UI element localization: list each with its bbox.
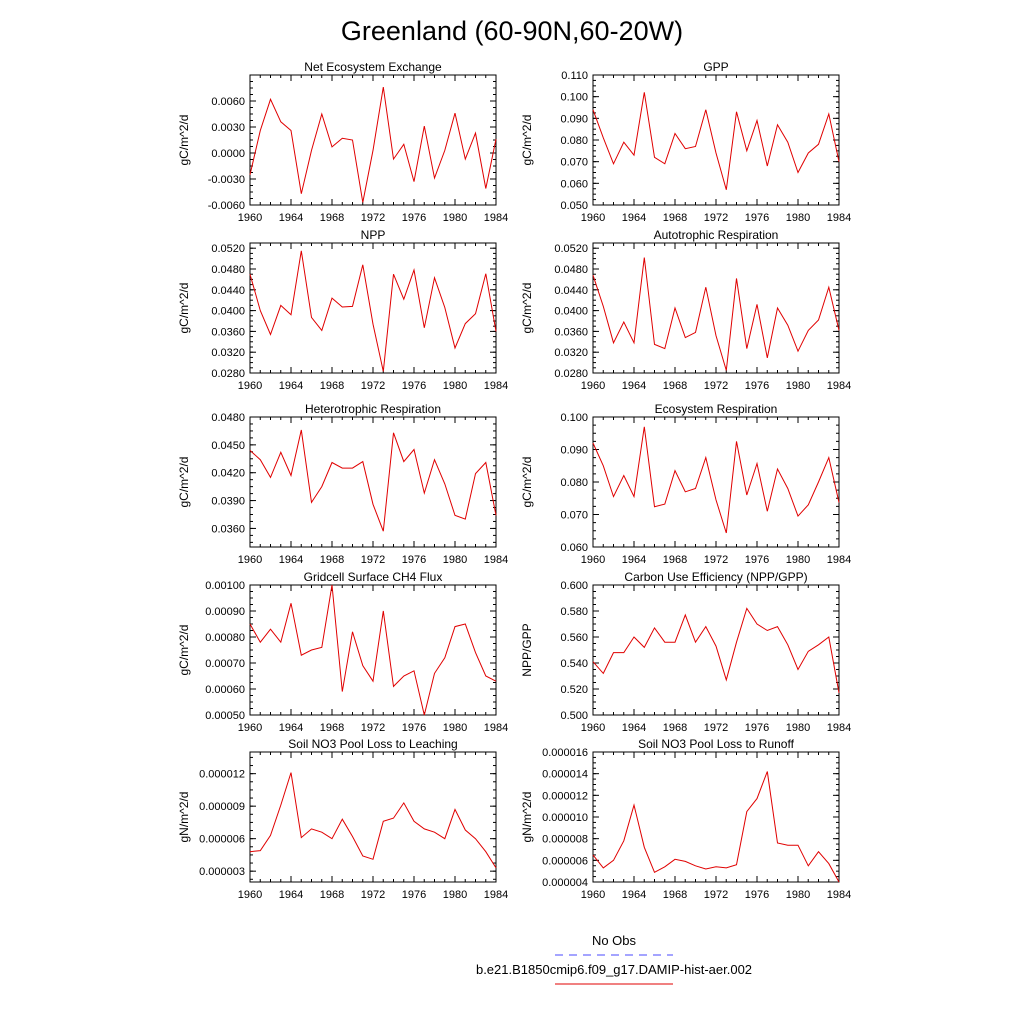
y-tick-label: 0.0400 (211, 305, 245, 318)
y-tick-label: 0.000012 (542, 790, 588, 803)
panels-group (177, 60, 851, 901)
series-line (593, 92, 839, 190)
y-tick-label: 0.0280 (211, 368, 245, 380)
y-tick-label: 0.0480 (554, 264, 588, 276)
x-tick-label: 1964 (621, 889, 647, 901)
x-tick-label: 1972 (360, 889, 386, 901)
y-tick-label: 0.000006 (542, 855, 588, 868)
y-tick-label: 0.0320 (211, 347, 245, 360)
y-tick-label: 0.0440 (554, 284, 588, 297)
y-tick-label: 0.560 (560, 632, 588, 644)
y-tick-label: 0.540 (560, 658, 588, 670)
y-tick-label: 0.000003 (199, 866, 245, 879)
y-tick-label: 0.0360 (211, 326, 245, 339)
y-tick-label: 0.080 (560, 477, 588, 489)
y-tick-label: 0.0030 (211, 122, 245, 134)
panel-title: Carbon Use Efficiency (NPP/GPP) (624, 570, 808, 584)
y-tick-label: 0.0000 (211, 148, 245, 160)
y-tick-label: 0.00100 (205, 580, 245, 592)
y-tick-label: -0.0060 (207, 200, 245, 212)
x-tick-label: 1968 (319, 212, 345, 224)
series-line (593, 772, 839, 883)
x-tick-label: 1976 (401, 889, 427, 901)
x-tick-label: 1960 (237, 554, 263, 566)
x-tick-label: 1972 (703, 722, 729, 734)
panel-carbon-use-efficiency-npp-gpp (520, 570, 851, 734)
y-tick-label: 0.060 (560, 542, 588, 554)
y-tick-label: 0.000012 (199, 768, 245, 781)
plot-frame (250, 243, 496, 373)
x-tick-label: 1976 (401, 554, 427, 566)
series-line (250, 430, 496, 531)
series-line (250, 585, 496, 715)
y-axis-label: gC/m^2/d (520, 282, 534, 334)
series-line (250, 251, 496, 372)
x-tick-label: 1964 (278, 554, 304, 566)
panel-title: Soil NO3 Pool Loss to Leaching (288, 737, 458, 751)
x-tick-label: 1964 (278, 212, 304, 224)
x-tick-label: 1972 (360, 380, 386, 392)
y-tick-label: 0.00070 (205, 658, 245, 670)
y-axis-label: gC/m^2/d (177, 624, 191, 676)
x-tick-label: 1964 (621, 722, 647, 734)
y-tick-label: 0.100 (560, 412, 588, 424)
y-tick-label: 0.0060 (211, 96, 245, 108)
y-tick-label: 0.0420 (211, 467, 245, 480)
y-tick-label: 0.520 (560, 684, 588, 696)
x-tick-label: 1968 (662, 889, 688, 901)
y-tick-label: 0.0450 (211, 439, 245, 452)
x-tick-label: 1980 (442, 722, 468, 734)
panel-title: Soil NO3 Pool Loss to Runoff (638, 737, 794, 751)
panel-title: NPP (360, 228, 386, 242)
panel-title: Net Ecosystem Exchange (304, 60, 442, 74)
x-tick-label: 1976 (401, 212, 427, 224)
x-tick-label: 1960 (580, 380, 606, 392)
plot-frame (250, 417, 496, 547)
y-tick-label: 0.0360 (554, 326, 588, 339)
x-tick-label: 1960 (237, 212, 263, 224)
x-tick-label: 1980 (442, 380, 468, 392)
y-tick-label: 0.000006 (199, 833, 245, 846)
x-tick-label: 1976 (744, 889, 770, 901)
series-line (250, 773, 496, 868)
y-axis-label: NPP/GPP (520, 623, 534, 677)
y-axis-label: gN/m^2/d (520, 791, 534, 843)
y-tick-label: 0.000014 (542, 768, 588, 781)
plot-frame (250, 75, 496, 205)
x-tick-label: 1968 (662, 554, 688, 566)
x-tick-label: 1976 (401, 722, 427, 734)
panel-gridcell-surface-ch4-flux (177, 570, 508, 734)
legend (476, 933, 752, 984)
x-tick-label: 1976 (744, 722, 770, 734)
x-tick-label: 1980 (442, 554, 468, 566)
x-tick-label: 1960 (237, 722, 263, 734)
series-line (593, 258, 839, 371)
legend-label-model-run: b.e21.B1850cmip6.f09_g17.DAMIP-hist-aer.002 (475, 962, 753, 977)
panel-gpp (520, 60, 851, 224)
x-tick-label: 1972 (703, 554, 729, 566)
y-axis-label: gC/m^2/d (177, 114, 191, 166)
x-tick-label: 1968 (319, 554, 345, 566)
x-tick-label: 1964 (621, 380, 647, 392)
y-tick-label: 0.000010 (542, 812, 588, 824)
x-tick-label: 1976 (744, 380, 770, 392)
x-tick-label: 1972 (360, 554, 386, 566)
x-tick-label: 1984 (826, 722, 852, 734)
y-tick-label: 0.110 (561, 70, 588, 82)
x-tick-label: 1964 (278, 889, 304, 901)
panel-title: Ecosystem Respiration (654, 402, 778, 416)
x-tick-label: 1976 (744, 554, 770, 566)
plot-frame (593, 243, 839, 373)
panel-net-ecosystem-exchange (177, 60, 508, 224)
y-tick-label: 0.0520 (211, 243, 245, 256)
x-tick-label: 1972 (360, 212, 386, 224)
y-tick-label: 0.0440 (211, 284, 245, 297)
x-tick-label: 1960 (237, 889, 263, 901)
series-line (593, 427, 839, 533)
x-tick-label: 1960 (580, 722, 606, 734)
panel-soil-no3-pool-loss-to-runoff (520, 737, 851, 901)
y-tick-label: 0.000009 (199, 801, 245, 814)
x-tick-label: 1968 (319, 722, 345, 734)
plot-frame (593, 417, 839, 547)
y-tick-label: 0.0280 (554, 368, 588, 380)
y-tick-label: -0.0030 (207, 174, 245, 186)
y-axis-label: gC/m^2/d (177, 456, 191, 508)
y-tick-label: 0.000008 (542, 833, 588, 846)
x-tick-label: 1984 (483, 554, 509, 566)
x-tick-label: 1960 (580, 554, 606, 566)
y-tick-label: 0.600 (560, 580, 588, 592)
x-tick-label: 1972 (703, 889, 729, 901)
y-tick-label: 0.00090 (205, 606, 245, 618)
x-tick-label: 1972 (703, 380, 729, 392)
x-tick-label: 1980 (785, 554, 811, 566)
y-tick-label: 0.0520 (554, 243, 588, 256)
y-tick-label: 0.580 (560, 606, 588, 618)
x-tick-label: 1960 (237, 380, 263, 392)
y-tick-label: 0.0390 (211, 495, 245, 508)
x-tick-label: 1968 (319, 889, 345, 901)
panel-title: Gridcell Surface CH4 Flux (303, 570, 443, 584)
plot-frame (250, 585, 496, 715)
y-tick-label: 0.080 (560, 135, 588, 147)
x-tick-label: 1972 (703, 212, 729, 224)
x-tick-label: 1984 (483, 212, 509, 224)
panel-autotrophic-respiration (520, 228, 851, 392)
plot-frame (593, 585, 839, 715)
x-tick-label: 1968 (662, 212, 688, 224)
y-tick-label: 0.0480 (211, 264, 245, 276)
y-tick-label: 0.000016 (542, 747, 588, 759)
x-tick-label: 1960 (580, 212, 606, 224)
y-tick-label: 0.090 (560, 113, 588, 126)
y-axis-label: gC/m^2/d (520, 456, 534, 508)
x-tick-label: 1976 (744, 212, 770, 224)
y-tick-label: 0.00050 (205, 710, 245, 722)
y-axis-label: gN/m^2/d (177, 791, 191, 843)
y-tick-label: 0.00060 (205, 684, 245, 696)
x-tick-label: 1980 (785, 889, 811, 901)
y-tick-label: 0.050 (560, 200, 588, 212)
y-axis-label: gC/m^2/d (520, 114, 534, 166)
panel-soil-no3-pool-loss-to-leaching (177, 737, 508, 901)
figure-title: Greenland (60-90N,60-20W) (340, 16, 684, 46)
x-tick-label: 1980 (785, 212, 811, 224)
y-tick-label: 0.0480 (211, 412, 245, 424)
x-tick-label: 1968 (662, 380, 688, 392)
panel-ecosystem-respiration (520, 402, 851, 566)
y-axis-label: gC/m^2/d (177, 282, 191, 334)
legend-label-no-obs: No Obs (591, 933, 637, 948)
x-tick-label: 1980 (785, 380, 811, 392)
y-tick-label: 0.0400 (554, 305, 588, 318)
x-tick-label: 1984 (826, 554, 852, 566)
y-tick-label: 0.0360 (211, 523, 245, 536)
x-tick-label: 1984 (483, 722, 509, 734)
y-tick-label: 0.00080 (205, 632, 245, 644)
series-line (593, 608, 839, 693)
x-tick-label: 1980 (785, 722, 811, 734)
y-tick-label: 0.0320 (554, 347, 588, 360)
x-tick-label: 1984 (826, 380, 852, 392)
x-tick-label: 1964 (278, 722, 304, 734)
plot-frame (593, 75, 839, 205)
y-tick-label: 0.000004 (542, 877, 588, 889)
x-tick-label: 1968 (319, 380, 345, 392)
x-tick-label: 1964 (621, 212, 647, 224)
y-tick-label: 0.060 (560, 178, 588, 191)
y-tick-label: 0.100 (560, 91, 588, 104)
x-tick-label: 1984 (826, 889, 852, 901)
panel-heterotrophic-respiration (177, 402, 508, 566)
x-tick-label: 1984 (826, 212, 852, 224)
series-line (250, 87, 496, 202)
x-tick-label: 1976 (401, 380, 427, 392)
x-tick-label: 1984 (483, 889, 509, 901)
y-tick-label: 0.500 (560, 710, 588, 722)
x-tick-label: 1964 (278, 380, 304, 392)
plot-frame (593, 752, 839, 882)
x-tick-label: 1964 (621, 554, 647, 566)
x-tick-label: 1984 (483, 380, 509, 392)
panel-title: GPP (703, 60, 729, 74)
y-tick-label: 0.070 (560, 509, 588, 522)
y-tick-label: 0.070 (560, 156, 588, 169)
y-tick-label: 0.090 (560, 444, 588, 457)
x-tick-label: 1980 (442, 889, 468, 901)
panel-title: Heterotrophic Respiration (304, 402, 442, 416)
x-tick-label: 1968 (662, 722, 688, 734)
x-tick-label: 1972 (360, 722, 386, 734)
x-tick-label: 1980 (442, 212, 468, 224)
panel-npp (177, 228, 508, 392)
panel-title: Autotrophic Respiration (653, 228, 779, 242)
x-tick-label: 1960 (580, 889, 606, 901)
